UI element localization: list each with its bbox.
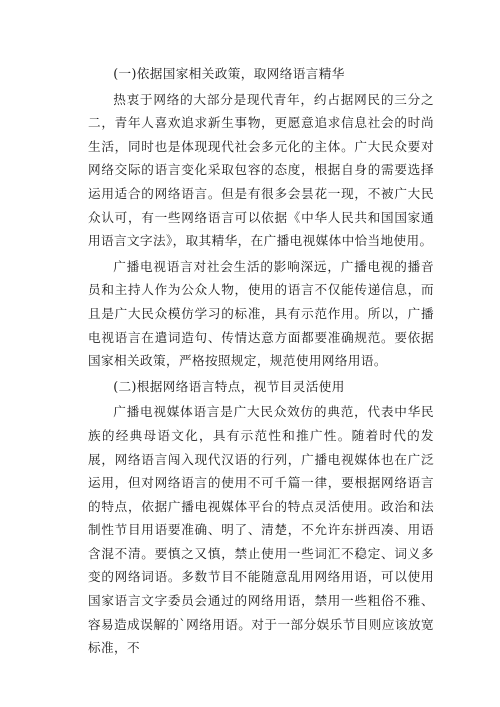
paragraph-2: 广播电视语言对社会生活的影响深远，广播电视的播音员和主持人作为公众人物，使用的语言不仅能传递信息，而且是广大民众模仿学习的标准，具有示范作用。所以，广播电视语言在遣词造句、传情达意方面都要准确规范。要依据国家相关政策，严格按照规定，规范使用网络用语。	[88, 258, 434, 369]
paragraph-3: 广播电视媒体语言是广大民众效仿的典范，代表中华民族的经典母语文化，具有示范性和推广性。随着时代的发展，网络语言闯入现代汉语的行列，广播电视媒体也在广泛运用，但对网络语言的使用不可千篇一律，要根据网络语言的特点，依据广播电视媒体平台的特点灵活使用。政治和法制性节目用语要准确、明了、清楚，不允许东拼西凑、用语含混不清。要慎之又慎，禁止使用一些词汇不稳定、词义多变的网络词语。多数节目不能随意乱用网络用语，可以使用国家语言文字委员会通过的网络用语，禁用一些粗俗不雅、容易造成误解的`网络用语。对于一部分娱乐节目则应该放宽标准，不	[88, 404, 434, 656]
section-heading-1: (一)依据国家相关政策，取网络语言精华	[113, 66, 345, 81]
paragraph-1: 热衷于网络的大部分是现代青年，约占据网民的三分之二，青年人喜欢追求新生事物，更愿意追求信息社会的时尚生活，同时也是体现现代社会多元化的主体。广大民众要对网络交际的语言变化采取包容的态度，根据自身的需要选择运用适合的网络语言。但是有很多会昙花一现，不被广大民众认可，有一些网络语言可以依据《中华人民共和国国家通用语言文字法》，取其精华，在广播电视媒体中恰当地使用。	[88, 91, 434, 249]
section-heading-2: (二)根据网络语言特点，视节目灵活使用	[113, 378, 345, 394]
document-page	[88, 62, 434, 662]
